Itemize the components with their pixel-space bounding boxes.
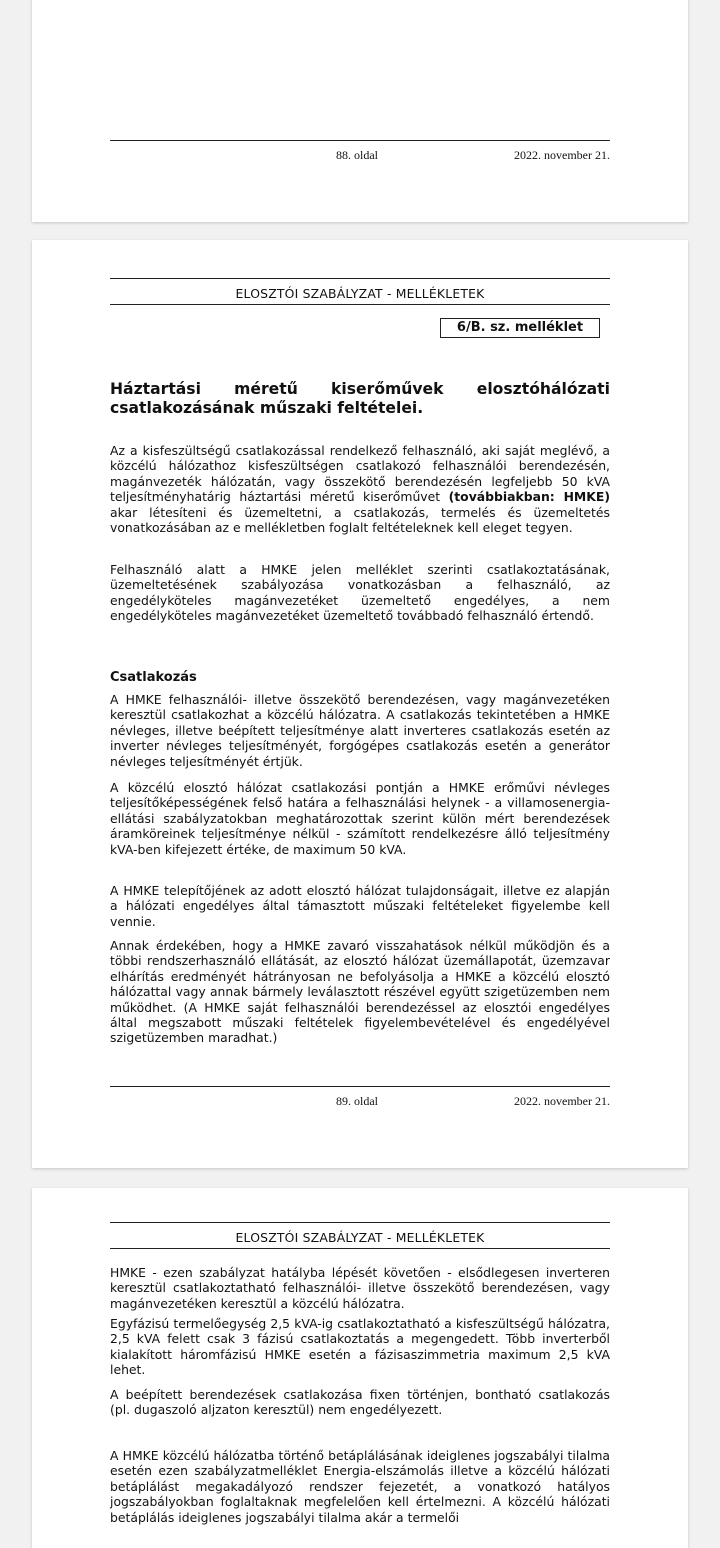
document-title bbox=[110, 380, 610, 418]
footer-date: 2022. november 21. bbox=[514, 1094, 610, 1108]
intro-bold-abbrev: (továbbiakban: HMKE) bbox=[448, 489, 610, 505]
fixed-connection-paragraph: A beépített berendezések csatlakozása fixen történjen, bontható csatlakozás (pl. dugaszoló aljzaton keresztül) nem engedélyezett. bbox=[110, 1387, 610, 1418]
footer-page-number: 88. oldal bbox=[336, 148, 378, 162]
footer-rule bbox=[110, 1086, 610, 1087]
document-header: ELOSZTÓI SZABÁLYZAT - MELLÉKLETEK bbox=[235, 286, 485, 301]
intro-text-cont: akar létesíteni és üzemeltetni, a csatlakozás, termelés és üzemeltetés vonatkozásában az e mellékletben foglalt feltételeknek kell eleget tegyen. bbox=[110, 504, 610, 536]
header-rule-top bbox=[110, 1222, 610, 1223]
title-line-1: Háztartási méretű kiserőművek elosztóhálózati bbox=[110, 380, 610, 398]
page-89 bbox=[32, 240, 688, 1168]
document-header: ELOSZTÓI SZABÁLYZAT - MELLÉKLETEK bbox=[235, 1230, 485, 1245]
connection-paragraph-2: A közcélú elosztó hálózat csatlakozási pontján a HMKE erőművi névleges teljesítőképességének felső határa a felhasználási helynek - a villamosenergia-ellátási szabályzatokban meghatározottak szerint külön mért berendezések áramköreinek teljesítménye nélkül - számított rendelkezésre álló teljesítmény kVA-ben kifejezett értéke, de maximum 50 kVA. bbox=[110, 780, 610, 857]
header-rule-top bbox=[110, 278, 610, 279]
connection-paragraph-3: A HMKE telepítőjének az adott elosztó hálózat tulajdonságait, illetve ez alapján a hálózati engedélyes által támasztott műszaki feltételeket figyelembe kell vennie. bbox=[110, 883, 610, 929]
intro-text: Az a kisfeszültségű csatlakozással rendelkező felhasználó, aki saját meglévő, a közcélú hálózathoz kisfeszültségen csatlakozó felhasználói berendezésén, magánvezeték hálózatán, vagy összekötő berendezésén legfeljebb 50 kVA teljesítményhatárig háztartási méretű kiserőművet bbox=[110, 443, 610, 505]
single-phase-paragraph: Egyfázisú termelőegység 2,5 kVA-ig csatlakoztatható a kisfeszültségű hálózatra, 2,5 kVA felett csak 3 fázisú csatlakoztatás a megengedett. Több inverterből kialakított háromfázisú HMKE esetén a fázisaszimmetria maximum 2,5 kVA lehet. bbox=[110, 1316, 610, 1378]
page-90 bbox=[32, 1188, 688, 1548]
header-rule-bottom bbox=[110, 1248, 610, 1249]
page-88 bbox=[32, 0, 688, 222]
title-line-2: csatlakozásának műszaki feltételei. bbox=[110, 399, 424, 417]
footer-date: 2022. november 21. bbox=[514, 148, 610, 162]
footer-rule bbox=[110, 140, 610, 141]
intro-paragraph bbox=[110, 443, 610, 535]
user-definition-paragraph: Felhasználó alatt a HMKE jelen melléklet szerinti csatlakoztatásának, üzemeltetésének szabályozása vonatkozásban a felhasználó, az engedélyköteles magánvezetéket üzemeltető engedélyes, a nem engedélyköteles magánvezetéket üzemeltető továbbadó felhasználó értendő. bbox=[110, 562, 610, 624]
connection-paragraph-1: A HMKE felhasználói- illetve összekötő berendezésen, vagy magánvezetéken keresztül csatlakozhat a közcélú hálózatra. A csatlakozás tekintetében a HMKE névleges, illetve beépített teljesítménye alatt inverteres csatlakozás esetén az inverter névleges teljesítményét, forgógépes csatlakozás esetén a generátor névleges teljesítményét értjük. bbox=[110, 692, 610, 769]
section-heading-connection: Csatlakozás bbox=[110, 670, 197, 685]
annex-label: 6/B. sz. melléklet bbox=[440, 318, 600, 338]
header-rule-bottom bbox=[110, 304, 610, 305]
footer-page-number: 89. oldal bbox=[336, 1094, 378, 1108]
feed-in-prohibition-paragraph: A HMKE közcélú hálózatba történő betáplálásának ideiglenes jogszabályi tilalma esetén ezen szabályzatmelléklet Energia-elszámolás illetve a közcélú hálózati betáplálást megakadályozó rendszer fejezetét, a vonatkozó hatályos jogszabályokban foglaltaknak megfelelően kell értelmezni. A közcélú hálózati betáplálás ideiglenes jogszabályi tilalma akár a termelői bbox=[110, 1448, 610, 1525]
inverter-paragraph: HMKE - ezen szabályzat hatályba lépését követően - elsődlegesen inverteren keresztül csatlakoztatható felhasználói- illetve összekötő berendezésen, vagy magánvezetéken keresztül a közcélú hálózatra. bbox=[110, 1265, 610, 1311]
connection-paragraph-4: Annak érdekében, hogy a HMKE zavaró visszahatások nélkül működjön és a többi rendszerhasználó ellátását, az elosztó hálózat üzemállapotát, üzemzavar elhárítás eredményét hátrányosan ne befolyásolja a HMKE a közcélú elosztó hálózattal vagy annak bármely leválasztott részével együtt szigetüzemben nem működhet. (A HMKE saját felhasználói berendezéssel az elosztói engedélyes által megszabott műszaki feltételek figyelembevételével és engedélyével szigetüzemben maradhat.) bbox=[110, 938, 610, 1046]
